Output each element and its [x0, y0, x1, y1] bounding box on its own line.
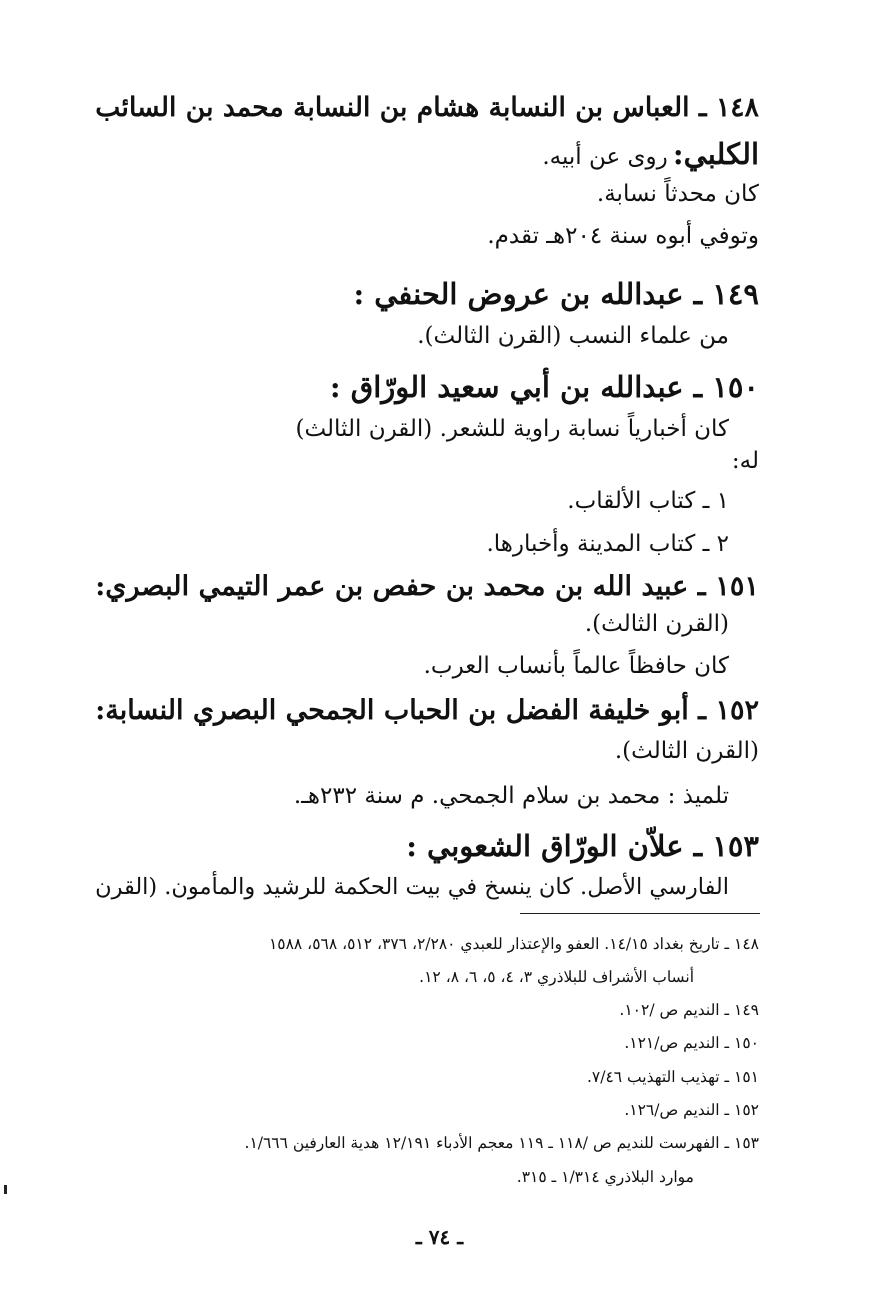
entry-152-line-1: (القرن الثالث). — [614, 738, 759, 764]
entry-150-line-2: له: — [731, 448, 759, 474]
entry-151-line-1: (القرن الثالث). — [584, 611, 729, 637]
entry-150-item-2: ٢ ـ كتاب المدينة وأخبارها. — [486, 531, 729, 557]
entry-151-line-2: كان حافظاً عالماً بأنساب العرب. — [423, 653, 729, 679]
footnote-151: ١٥١ ـ تهذيب التهذيب ٧/٤٦. — [586, 1068, 759, 1086]
footnote-153: ١٥٣ ـ الفهرست للنديم ص /١١٨ ـ ١١٩ معجم الأدباء ١٢/١٩١ هدية العارفين ١/٦٦٦. — [244, 1134, 759, 1152]
footnote-152: ١٥٢ ـ النديم ص/١٢٦. — [624, 1101, 759, 1119]
entry-150-line-1: كان أخبارياً نسابة راوية للشعر. (القرن الثالث) — [295, 416, 729, 442]
footnote-153-cont: موارد البلاذري ١/٣١٤ ـ ٣١٥. — [516, 1168, 694, 1186]
entry-149-line-1: من علماء النسب (القرن الثالث). — [417, 323, 729, 349]
page-number: ـ ٧٤ ـ — [415, 1225, 464, 1249]
footnote-separator — [520, 913, 760, 914]
scan-edge-mark — [4, 1185, 7, 1194]
entry-153-heading: ١٥٣ ـ علاّن الورّاق الشعوبي : — [406, 829, 759, 863]
entry-150-heading: ١٥٠ ـ عبدالله بن أبي سعيد الورّاق : — [329, 370, 759, 404]
footnote-148-cont: أنساب الأشراف للبلاذري ٣، ٤، ٥، ٦، ٨، ١٢. — [419, 968, 694, 986]
entry-148-heading-cont — [542, 137, 759, 171]
entry-151-heading: ١٥١ ـ عبيد الله بن محمد بن حفص بن عمر التيمي البصري: — [95, 570, 759, 602]
entry-148-line-1: كان محدثاً نسابة. — [596, 181, 759, 207]
entry-152-line-2: تلميذ : محمد بن سلام الجمحي. م سنة ٢٣٢هـ. — [293, 783, 729, 809]
entry-148-narration: روى عن أبيه. — [542, 144, 668, 170]
entry-153-line-1: الفارسي الأصل. كان ينسخ في بيت الحكمة للرشيد والمأمون. (القرن — [95, 874, 729, 900]
footnote-149: ١٤٩ ـ النديم ص /١٠٢. — [619, 1001, 759, 1019]
footnote-150: ١٥٠ ـ النديم ص/١٢١. — [624, 1034, 759, 1052]
entry-152-heading: ١٥٢ ـ أبو خليفة الفضل بن الحباب الجمحي البصري النسابة: — [95, 695, 759, 726]
entry-150-item-1: ١ ـ كتاب الألقاب. — [567, 488, 729, 514]
footnote-148: ١٤٨ ـ تاريخ بغداد ١٤/١٥. العفو والإعتذار للعبدي ٢/٢٨٠، ٣٧٦، ٥١٢، ٥٦٨، ١٥٨٨ — [268, 935, 759, 953]
entry-148-nisba: الكلبي: — [672, 137, 759, 171]
entry-148-heading: ١٤٨ ـ العباس بن النسابة هشام بن النسابة محمد بن السائب — [95, 92, 759, 123]
entry-148-line-2: وتوفي أبوه سنة ٢٠٤هـ تقدم. — [487, 223, 759, 249]
entry-149-heading: ١٤٩ ـ عبدالله بن عروض الحنفي : — [353, 277, 759, 311]
